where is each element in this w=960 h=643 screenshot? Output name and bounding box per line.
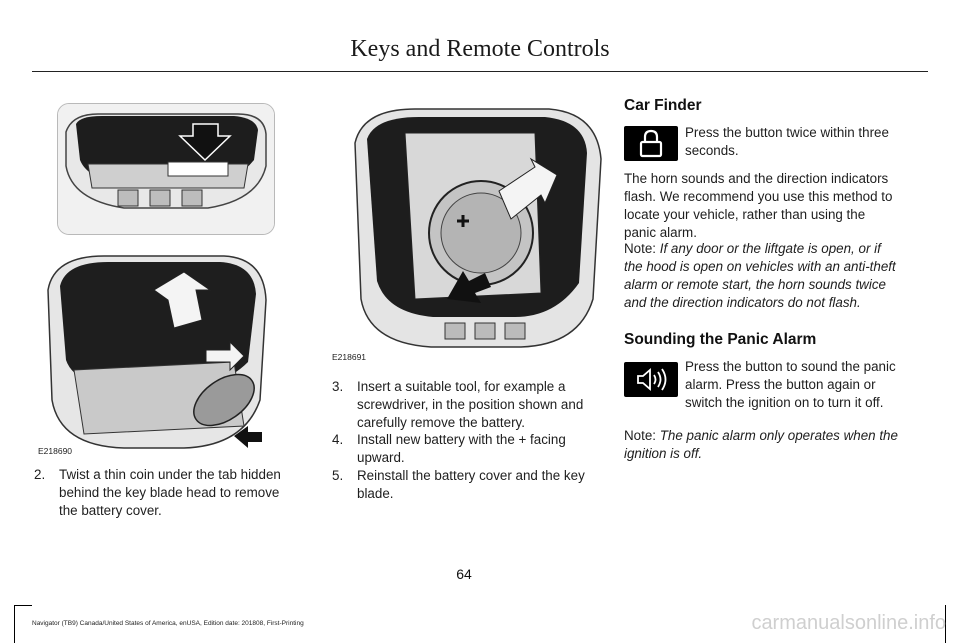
note-label: Note: [624,241,657,256]
key-fob-cover-drawing [34,250,274,458]
panic-alarm-instruction [624,358,900,412]
note-label: Note: [624,428,657,443]
panic-alarm-note [624,427,900,463]
header-divider [32,71,928,72]
crop-mark [14,605,15,643]
page-number: 64 [456,566,472,582]
car-finder-note [624,240,900,312]
note-text: If any door or the liftgate is open, or if the hood is open on vehicles with an anti-theft alarm or remote start, the horn sounds twice and the direction indicators do not flash. [624,241,896,310]
battery-removal-illustration [335,103,608,353]
step-text: Insert a suitable tool, for example a screwdriver, in the position shown and carefully remove the battery. [357,379,584,430]
figure-code: E218691 [332,352,367,362]
lock-icon [624,126,678,161]
key-fob-tab-drawing [58,104,274,234]
battery-removal-drawing [335,103,608,353]
watermark: carmanualsonline.info [751,612,946,634]
key-fob-tab-illustration [57,103,275,235]
note-text: The panic alarm only operates when the ignition is off. [624,428,898,461]
page-title: Keys and Remote Controls [350,36,610,62]
crop-mark [14,605,32,606]
section-heading-panic-alarm: Sounding the Panic Alarm [624,331,817,348]
icon-spacer [624,358,685,412]
step-item [332,431,594,469]
step-text: Twist a thin coin under the tab hidden behind the key blade head to remove the battery cover. [59,467,281,518]
step-number: 3. [332,379,344,394]
figure-code: E218690 [38,446,73,456]
key-fob-cover-removal-illustration [34,250,274,458]
step-item [332,467,594,505]
car-finder-body: The horn sounds and the direction indicators flash. We recommend you use this method to locate your vehicle, rather than using the panic alarm. [624,171,893,240]
step-text: Reinstall the battery cover and the key blade. [357,468,585,501]
panic-alarm-instruction-text: Press the button to sound the panic alarm. Press the button again or switch the ignition on to turn it off. [685,359,896,410]
section-heading-car-finder: Car Finder [624,97,702,114]
step-item [34,466,296,522]
step-number: 2. [34,467,46,482]
step-number: 4. [332,432,344,447]
footer-text: Navigator (TB9) Canada/United States of America, enUSA, Edition date: 201808, First-Printing [32,620,304,627]
step-number: 5. [332,468,344,483]
step-text: Install new battery with the + facing upward. [357,432,566,465]
car-finder-instruction: Press the button twice within three seconds. [685,125,889,158]
step-item [332,378,594,434]
